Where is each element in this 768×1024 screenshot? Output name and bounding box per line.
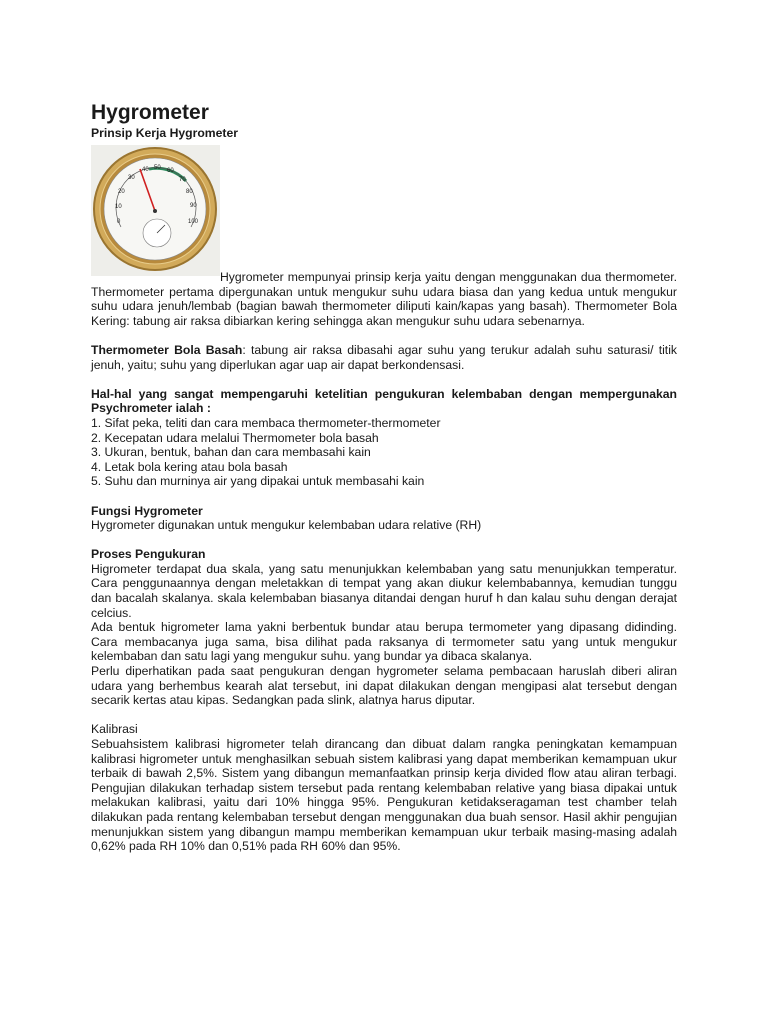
factors-list — [91, 416, 677, 489]
wet-bulb-text: : tabung air raksa dibasahi agar suhu yang terukur adalah suhu saturasi/ titik jenuh, yaitu; suhu yang diperlukan agar uap air dapat berkondensasi. — [91, 342, 677, 372]
page-title: Hygrometer — [91, 101, 209, 124]
intro-paragraph: Hygrometer mempunyai prinsip kerja yaitu dengan menggunakan dua thermometer. Thermometer pertama dipergunakan untuk mengukur suhu udara biasa dan yang kedua untuk mengukur suhu udara jenuh/lembab (bagian bawah thermometer diliputi kain/kapas yang basah). Thermometer Bola Kering: tabung air raksa dibiarkan kering sehingga akan mengukur suhu udara sebenarnya. — [91, 270, 677, 328]
tick-30: 30 — [128, 175, 135, 181]
wet-bulb-term: Thermometer Bola Basah — [91, 342, 243, 357]
list-item: 3. Ukuran, bentuk, bahan dan cara membasahi kain — [91, 445, 371, 460]
kalibrasi-text: Sebuahsistem kalibrasi higrometer telah dirancang dan dibuat dalam rangka peningkatan kemampuan kalibrasi higrometer untuk menghasilkan sebuah sistem kalibrasi yang dapat memberikan kemampuan ukur terbaik di bawah 2,5%. Sistem yang dibangun memanfaatkan prinsip kerja divided flow atau aliran terbagi. Pengujian dilakukan terhadap sistem tersebut pada rentang kelembaban relative yang biasa dipakai untuk melakukan kalibrasi, yaitu dari 10% hingga 95%. Pengukuran ketidakseragaman test chamber telah dilakukan pada rentang kelembaban tersebut dengan menggunakan dua buah sensor. Hasil akhir pengujian menunjukkan sistem yang dibangun mampu memberikan kemampuan ukur terbaik masing-masing adalah 0,62% pada RH 10% dan 0,51% pada RH 60% dan 95%. — [91, 737, 677, 854]
proses-paragraph-3: Perlu diperhatikan pada saat pengukuran dengan hygrometer selama pembacaan haruslah diberi aliran udara yang berhembus kearah alat tersebut, ini dapat dilakukan dengan mengipasi alat tersebut dengan secarik kertas atau kipas. Sedangkan pada slink, alatnya harus diputar. — [91, 664, 677, 708]
tick-70: 70 — [179, 177, 186, 183]
proses-paragraph-1: Higrometer terdapat dua skala, yang satu menunjukkan kelembaban yang satu menunjukkan temperatur. Cara penggunaannya dengan meletakkan di tempat yang akan diukur kelembabannya, kemudian tunggu dan bacalah skalanya. skala kelembaban biasanya ditandai dengan huruf h dan kalau suhu dengan derajat celcius. — [91, 561, 677, 620]
figure-row — [91, 143, 677, 276]
tick-60: 60 — [167, 168, 174, 174]
fungsi-heading: Fungsi Hygrometer — [91, 503, 203, 518]
list-item: 2. Kecepatan udara melalui Thermometer bola basah — [91, 430, 379, 445]
proses-paragraph-2: Ada bentuk higrometer lama yakni berbentuk bundar atau berupa termometer yang dipasang didinding. Cara membacanya juga sama, bisa dilihat pada raksanya di termometer satu yang untuk mengukur kelembaban dan satu lagi yang mengukur suhu. yang bundar ya dibaca skalanya. — [91, 620, 677, 664]
list-item: 4. Letak bola kering atau bola basah — [91, 459, 288, 474]
document-page — [91, 100, 677, 854]
tick-0: 0 — [117, 219, 121, 225]
hygrometer-image — [91, 145, 220, 276]
needle-hub — [153, 209, 157, 213]
tick-10: 10 — [115, 204, 122, 210]
tick-50: 50 — [154, 165, 161, 171]
proses-heading: Proses Pengukuran — [91, 547, 206, 562]
list-item: 5. Suhu dan murninya air yang dipakai untuk membasahi kain — [91, 474, 425, 489]
section-subtitle: Prinsip Kerja Hygrometer — [91, 126, 238, 140]
fungsi-text: Hygrometer digunakan untuk mengukur kelembaban udara relative (RH) — [91, 518, 482, 533]
tick-40: 40 — [142, 167, 149, 173]
tick-100: 100 — [188, 219, 199, 225]
tick-80: 80 — [186, 189, 193, 195]
list-item: 1. Sifat peka, teliti dan cara membaca thermometer-thermometer — [91, 415, 441, 430]
tick-90: 90 — [190, 203, 197, 209]
wet-bulb-paragraph — [91, 343, 677, 372]
factors-heading: Hal-hal yang sangat mempengaruhi ketelitian pengukuran kelembaban dengan mempergunakan Psychrometer ialah : — [91, 386, 677, 416]
tick-20: 20 — [118, 189, 125, 195]
kalibrasi-heading: Kalibrasi — [91, 722, 138, 737]
